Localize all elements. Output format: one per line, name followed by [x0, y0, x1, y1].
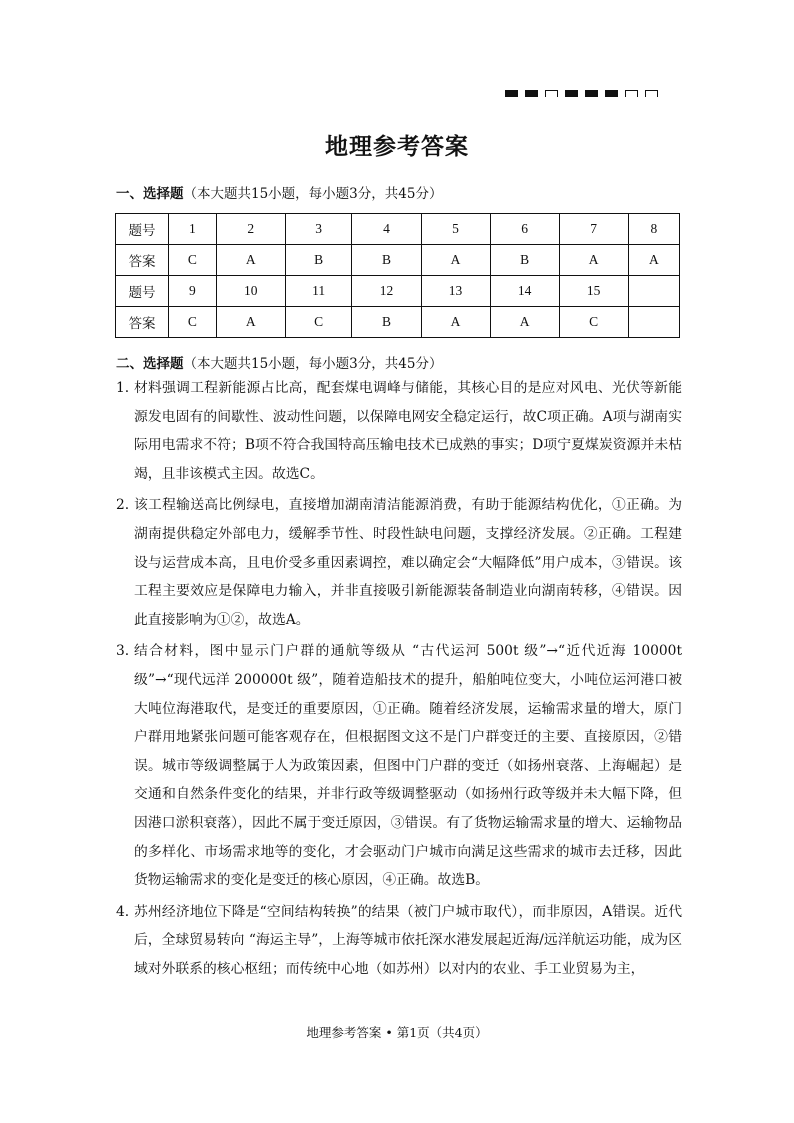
list-item	[116, 374, 682, 488]
answer-explanations	[116, 374, 682, 986]
section-2-label: 二、选择题	[116, 356, 184, 372]
question-number: 3.	[116, 643, 130, 660]
table-row	[116, 307, 680, 338]
page-title: 地理参考答案	[325, 134, 469, 160]
section-1-note: （本大题共15小题，每小题3分，共45分）	[183, 186, 443, 202]
table-cell: 3	[285, 214, 352, 245]
table-cell	[628, 276, 679, 307]
table-cell: B	[490, 245, 559, 276]
table-cell: C	[559, 307, 628, 338]
table-cell	[628, 307, 679, 338]
table-cell: 11	[285, 276, 352, 307]
table-cell: B	[352, 307, 421, 338]
question-text: 苏州经济地位下降是“空间结构转换”的结果（被门户城市取代），而非原因，A错误。近代后，全球贸易转向 “海运主导”，上海等城市依托深水港发展起近海/远洋航运功能，成为区域对外联系的核心枢纽；而传统中心地（如苏州）以对内的农业、手工业贸易为主，	[134, 903, 682, 977]
table-cell: 12	[352, 276, 421, 307]
list-item	[116, 898, 682, 984]
print-mark	[625, 90, 638, 97]
section-1-label: 一、选择题	[116, 186, 184, 202]
table-cell: A	[421, 307, 490, 338]
question-text: 材料强调工程新能源占比高，配套煤电调峰与储能，其核心目的是应对风电、光伏等新能源发电固有的间歇性、波动性问题，以保障电网安全稳定运行，故C项正确。A项与湖南实际用电需求不符；B项不符合我国特高压输电技术已成熟的事实；D项宁夏煤炭资源并未枯竭，且非该模式主因。故选C。	[134, 380, 682, 482]
table-cell: 题号	[116, 214, 169, 245]
print-mark	[505, 90, 518, 97]
table-row	[116, 214, 680, 245]
answer-table	[115, 213, 680, 338]
table-cell: C	[285, 307, 352, 338]
question-number: 2.	[116, 497, 130, 514]
table-cell: 1	[169, 214, 217, 245]
print-mark	[565, 90, 578, 97]
page-footer: 地理参考答案 • 第1页（共4页）	[306, 1025, 488, 1040]
table-cell: A	[628, 245, 679, 276]
list-item	[116, 637, 682, 894]
print-mark	[525, 90, 538, 97]
table-cell: 9	[169, 276, 217, 307]
table-cell: 7	[559, 214, 628, 245]
table-cell: 答案	[116, 245, 169, 276]
list-item	[116, 491, 682, 634]
section-2-heading	[116, 352, 442, 372]
table-cell: 4	[352, 214, 421, 245]
print-mark	[605, 90, 618, 97]
table-cell: A	[216, 307, 285, 338]
table-cell: 题号	[116, 276, 169, 307]
table-cell: 10	[216, 276, 285, 307]
print-marks	[505, 90, 658, 97]
table-cell: 8	[628, 214, 679, 245]
table-cell: 5	[421, 214, 490, 245]
print-mark	[645, 90, 658, 97]
table-row	[116, 245, 680, 276]
table-cell: A	[559, 245, 628, 276]
question-number: 4.	[116, 903, 130, 920]
print-mark	[585, 90, 598, 97]
table-cell: C	[169, 245, 217, 276]
table-row	[116, 276, 680, 307]
table-cell: A	[490, 307, 559, 338]
table-cell: 14	[490, 276, 559, 307]
table-cell: 答案	[116, 307, 169, 338]
question-text: 结合材料，图中显示门户群的通航等级从 “古代运河 500t 级”→“近代近海 10000t 级”→“现代远洋 200000t 级”，随着造船技术的提升，船舶吨位变大，小吨位运河港口被大吨位海港取代，是变迁的重要原因，①正确。随着经济发展，运输需求量的增大，原门户群用地紧张问题可能客观存在，但根据图文这不是门户群变迁的主要、直接原因，②错误。城市等级调整属于人为政策因素，但图中门户群的变迁（如扬州衰落、上海崛起）是交通和自然条件变化的结果，并非行政等级调整驱动（如扬州行政等级并未大幅下降，但因港口淤积衰落），因此不属于变迁原因，③错误。有了货物运输需求量的增大、运输物品的多样化、市场需求地等的变化，才会驱动门户城市向满足这些需求的城市去迁移，因此货物运输需求的变化是变迁的核心原因，④正确。故选B。	[134, 643, 682, 889]
print-mark	[545, 90, 558, 97]
table-cell: 15	[559, 276, 628, 307]
section-1-heading	[116, 182, 442, 202]
question-text: 该工程输送高比例绿电，直接增加湖南清洁能源消费，有助于能源结构优化，①正确。为湖南提供稳定外部电力，缓解季节性、时段性缺电问题，支撑经济发展。②正确。工程建设与运营成本高，且电价受多重因素调控，难以确定会“大幅降低”用户成本，③错误。该工程主要效应是保障电力输入，并非直接吸引新能源装备制造业向湖南转移，④错误。因此直接影响为①②，故选A。	[134, 497, 682, 628]
table-cell: B	[285, 245, 352, 276]
table-cell: A	[216, 245, 285, 276]
table-cell: 2	[216, 214, 285, 245]
question-number: 1.	[116, 380, 130, 396]
table-cell: A	[421, 245, 490, 276]
table-cell: 13	[421, 276, 490, 307]
table-cell: C	[169, 307, 217, 338]
table-cell: B	[352, 245, 421, 276]
table-cell: 6	[490, 214, 559, 245]
section-2-note: （本大题共15小题，每小题3分，共45分）	[183, 356, 443, 372]
